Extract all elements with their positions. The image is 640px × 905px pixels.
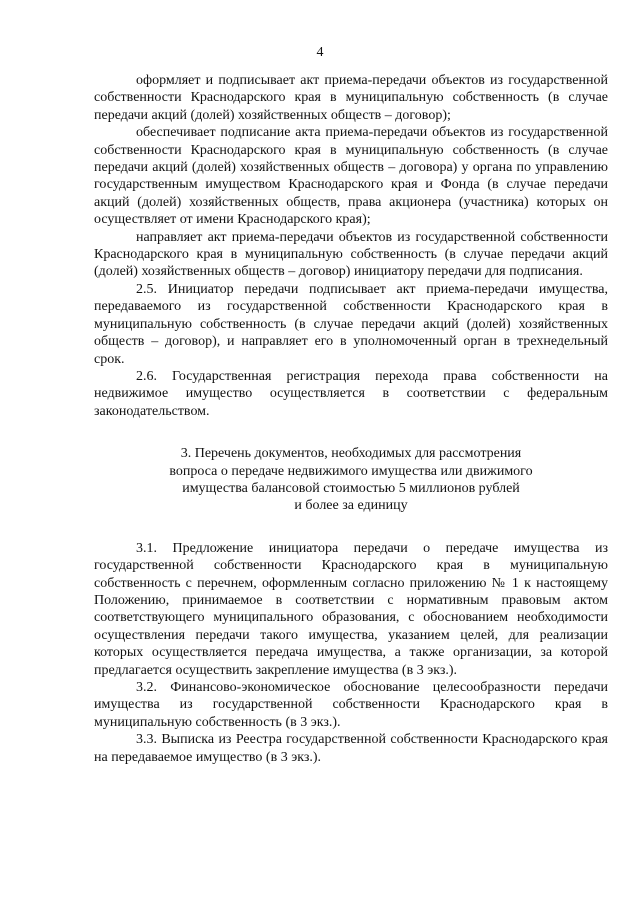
paragraph-3-1: 3.1. Предложение инициатора передачи о передаче имущества из государственной собственности Краснодарского края в муниципальную собственность с перечнем, оформленным согласно приложению № 1 к настоящему Положению, принимаемое в соответствии с нормативным правовым актом соответствующего муниципального образования, с обоснованием необходимости осуществления передачи такого имущества, указанием целей, для реализации которых осуществляется передача имущества, а также организации, за которой предлагается осуществить закрепление имущества (в 3 экз.). bbox=[94, 540, 608, 678]
section-3-heading bbox=[94, 445, 608, 515]
page-number: 4 bbox=[316, 45, 324, 60]
spacer bbox=[94, 515, 608, 540]
paragraph-3-2: 3.2. Финансово-экономическое обоснование целесообразности передачи имущества из государственной собственности Краснодарского края в муниципальную собственность (в 3 экз.). bbox=[94, 680, 608, 730]
paragraph-sign-act: оформляет и подписывает акт приема-передачи объектов из государственной собственности Краснодарского края в муниципальную собственность (в случае передачи акций (долей) хозяйственных обществ – договор); bbox=[94, 73, 608, 123]
paragraph-2-6: 2.6. Государственная регистрация перехода права собственности на недвижимое имущество осуществляется в соответствии с федеральным законодательством. bbox=[94, 368, 608, 419]
section-title-line: и более за единицу bbox=[294, 498, 408, 514]
spacer bbox=[94, 420, 608, 445]
paragraph-3-3: 3.3. Выписка из Реестра государственной собственности Краснодарского края на передаваемое имущество (в 3 экз.). bbox=[94, 732, 608, 765]
paragraph-2-5: 2.5. Инициатор передачи подписывает акт приема-передачи имущества, передаваемого из государственной собственности Краснодарского края в муниципальную собственность (в случае передачи акций (долей) хозяйственных обществ – договор), и направляет его в уполномоченный орган в трехнедельный срок. bbox=[94, 281, 608, 367]
section-title-line: 3. Перечень документов, необходимых для рассмотрения bbox=[180, 446, 522, 462]
document-body bbox=[94, 72, 608, 766]
section-title-line: имущества балансовой стоимостью 5 миллионов рублей bbox=[182, 480, 520, 496]
section-title-line: вопроса о передаче недвижимого имущества или движимого bbox=[169, 463, 533, 479]
paragraph-send-act: направляет акт приема-передачи объектов из государственной собственности Краснодарского края в муниципальную собственность (в случае передачи акций (долей) хозяйственных обществ – договор) инициатору передачи для подписания. bbox=[94, 229, 608, 280]
paragraph-ensure-signing: обеспечивает подписание акта приема-передачи объектов из государственной собственности Краснодарского края в муниципальную собственность (в случае передачи акций (долей) хозяйственных обществ – договора) у органа по управлению государственным имуществом Краснодарского края и Фонда (в случае передачи акций (долей) хозяйственных обществ, права акционера (участника) которых он осуществляет от имени Краснодарского края); bbox=[94, 125, 608, 228]
